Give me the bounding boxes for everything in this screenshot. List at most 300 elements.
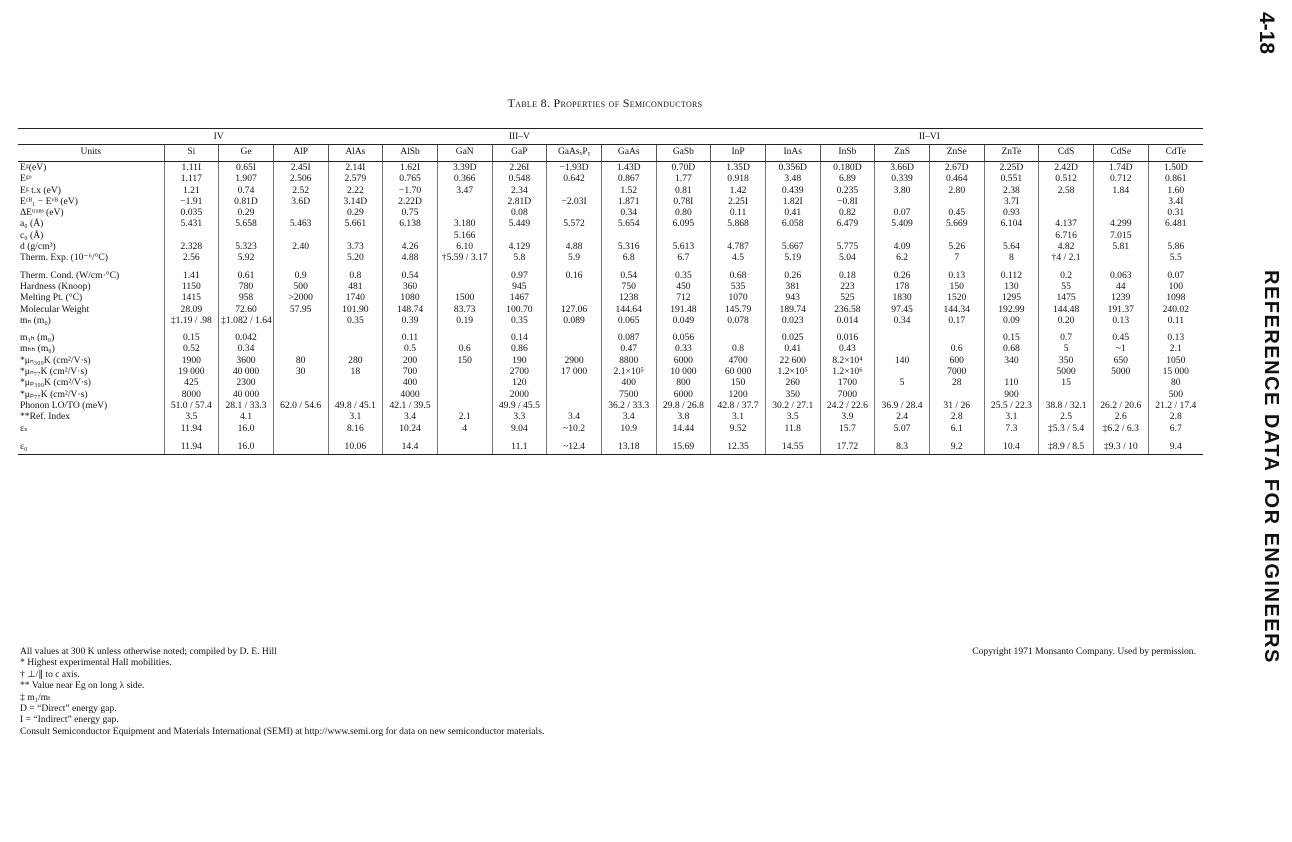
table-cell: >2000 bbox=[273, 292, 328, 303]
table-cell: 11.94 bbox=[164, 423, 219, 434]
row-label: Melting Pt. (°C) bbox=[20, 292, 83, 304]
table-cell: 15 000 bbox=[1148, 366, 1203, 377]
table-cell: 0.45 bbox=[929, 207, 984, 218]
table-cell: 650 bbox=[1093, 355, 1148, 366]
table-cell: 0.016 bbox=[820, 332, 875, 343]
table-cell: 80 bbox=[273, 355, 328, 366]
table-cell: 0.861 bbox=[1148, 173, 1203, 184]
table-cell: 2.45I bbox=[273, 162, 328, 174]
table-cell: 150 bbox=[711, 377, 766, 388]
table-cell: 0.35 bbox=[656, 270, 711, 281]
table-cell: 3.39D bbox=[437, 162, 492, 174]
table-cell: 0.439 bbox=[765, 185, 820, 196]
row-label: m₁ₕ (m₀) bbox=[20, 332, 55, 344]
table-cell: 11.8 bbox=[765, 423, 820, 434]
table-cell: 28 bbox=[929, 377, 984, 388]
row-label: mₙ (m₀) bbox=[20, 314, 51, 326]
table-cell: 4 bbox=[437, 423, 492, 434]
row-label: **Ref. Index bbox=[20, 411, 71, 423]
table-cell: 700 bbox=[383, 366, 438, 377]
table-cell bbox=[437, 332, 492, 343]
table-cell: 0.93 bbox=[984, 207, 1039, 218]
table-cell bbox=[1093, 207, 1148, 218]
table-cell: 0.867 bbox=[601, 173, 656, 184]
table-cell: 3.47 bbox=[437, 185, 492, 196]
table-cell: 0.81D bbox=[219, 196, 274, 207]
table-cell: 1.62I bbox=[383, 162, 438, 174]
table-cell: 1.82I bbox=[765, 196, 820, 207]
table-cell: 1.11I bbox=[164, 162, 219, 174]
table-cell: 0.26 bbox=[875, 270, 930, 281]
group-label: III–V bbox=[273, 128, 765, 145]
table-cell: 0.61 bbox=[219, 270, 274, 281]
table-cell bbox=[273, 423, 328, 434]
table-cell: 2.5 bbox=[1039, 411, 1094, 422]
table-cell: 17.72 bbox=[820, 440, 875, 455]
table-cell: 0.34 bbox=[875, 315, 930, 326]
table-cell: 6000 bbox=[656, 389, 711, 400]
table-cell: 500 bbox=[1148, 389, 1203, 400]
table-cell: 144.48 bbox=[1039, 304, 1094, 315]
table-cell: 36.9 / 28.4 bbox=[875, 400, 930, 411]
table-cell: 191.37 bbox=[1093, 304, 1148, 315]
table-cell: 0.078 bbox=[711, 315, 766, 326]
table-cell bbox=[437, 377, 492, 388]
table-cell: 0.5 bbox=[383, 343, 438, 354]
table-cell bbox=[383, 230, 438, 241]
table-cell bbox=[875, 343, 930, 354]
table-cell: 5.26 bbox=[929, 241, 984, 252]
table-cell: 2.34 bbox=[492, 185, 547, 196]
table-cell: 2.22D bbox=[383, 196, 438, 207]
table-cell: 2.1 bbox=[437, 411, 492, 422]
column-header: ZnTe bbox=[984, 145, 1039, 162]
column-header: InP bbox=[711, 145, 766, 162]
table-cell: 7000 bbox=[929, 366, 984, 377]
group-label: II–VI bbox=[765, 128, 1093, 145]
table-cell: 190 bbox=[492, 355, 547, 366]
table-cell: 5.5 bbox=[1148, 252, 1203, 263]
table-cell: 0.6 bbox=[437, 343, 492, 354]
table-row bbox=[18, 423, 1203, 434]
table-cell: 5 bbox=[1039, 343, 1094, 354]
table-cell: 0.15 bbox=[164, 332, 219, 343]
table-row bbox=[18, 377, 1203, 388]
table-cell: 101.90 bbox=[328, 304, 383, 315]
table-cell: 5.323 bbox=[219, 241, 274, 252]
table-cell: 57.95 bbox=[273, 304, 328, 315]
footnote-line: * Highest experimental Hall mobilities. bbox=[20, 657, 172, 669]
table-cell: 240.02 bbox=[1148, 304, 1203, 315]
table-cell: 144.34 bbox=[929, 304, 984, 315]
table-cell: 0.049 bbox=[656, 315, 711, 326]
table-cell: 1.42 bbox=[711, 185, 766, 196]
table-cell: 25.5 / 22.3 bbox=[984, 400, 1039, 411]
table-cell: 900 bbox=[984, 389, 1039, 400]
table-cell: 280 bbox=[328, 355, 383, 366]
table-cell: 500 bbox=[273, 281, 328, 292]
table-cell bbox=[1093, 377, 1148, 388]
table-cell: 6.89 bbox=[820, 173, 875, 184]
table-cell: 140 bbox=[875, 355, 930, 366]
row-label: Therm. Exp. (10⁻⁶/°C) bbox=[20, 252, 108, 264]
table-cell bbox=[437, 196, 492, 207]
table-cell: 2.40 bbox=[273, 241, 328, 252]
table-cell: 148.74 bbox=[383, 304, 438, 315]
column-header: AlP bbox=[273, 145, 328, 162]
table-cell: 350 bbox=[1039, 355, 1094, 366]
table-cell bbox=[437, 366, 492, 377]
table-cell: 350 bbox=[765, 389, 820, 400]
table-cell: 1.907 bbox=[219, 173, 274, 184]
table-cell: 0.512 bbox=[1039, 173, 1094, 184]
table-cell: 1.77 bbox=[656, 173, 711, 184]
row-label: mₕₕ (m₀) bbox=[20, 343, 55, 355]
table-cell: 5 bbox=[875, 377, 930, 388]
table-cell: 4700 bbox=[711, 355, 766, 366]
table-cell: ‡1.19 / .98 bbox=[164, 315, 219, 326]
table-cell: 400 bbox=[383, 377, 438, 388]
table-cell bbox=[328, 389, 383, 400]
table-cell bbox=[711, 332, 766, 343]
table-cell: 2.52 bbox=[273, 185, 328, 196]
table-cell: 5.572 bbox=[547, 218, 602, 229]
table-cell: −0.8I bbox=[820, 196, 875, 207]
table-cell: 1070 bbox=[711, 292, 766, 303]
row-label: Therm. Cond. (W/cm·°C) bbox=[20, 269, 120, 281]
table-cell bbox=[875, 366, 930, 377]
table-cell: 5.669 bbox=[929, 218, 984, 229]
table-cell: 5.86 bbox=[1148, 241, 1203, 252]
table-cell bbox=[547, 281, 602, 292]
table-cell bbox=[765, 230, 820, 241]
group-header-row bbox=[18, 128, 1203, 145]
table-cell: 8800 bbox=[601, 355, 656, 366]
table-cell: 2.26I bbox=[492, 162, 547, 174]
table-cell bbox=[929, 196, 984, 207]
table-cell: 3.4 bbox=[601, 411, 656, 422]
table-cell: 360 bbox=[383, 281, 438, 292]
properties-table bbox=[18, 128, 1203, 455]
table-cell: 945 bbox=[492, 281, 547, 292]
table-cell: 72.60 bbox=[219, 304, 274, 315]
table-cell: 1.84 bbox=[1093, 185, 1148, 196]
table-cell: 16.0 bbox=[219, 440, 274, 455]
table-cell: 3.6D bbox=[273, 196, 328, 207]
table-cell: 1098 bbox=[1148, 292, 1203, 303]
table-cell: 0.7 bbox=[1039, 332, 1094, 343]
table-cell bbox=[492, 230, 547, 241]
row-label: Molecular Weight bbox=[20, 303, 90, 315]
table-cell: 0.41 bbox=[765, 343, 820, 354]
table-cell: 5.8 bbox=[492, 252, 547, 263]
table-cell: 0.8 bbox=[711, 343, 766, 354]
table-cell: 5000 bbox=[1039, 366, 1094, 377]
table-cell: 712 bbox=[656, 292, 711, 303]
table-cell: 0.35 bbox=[328, 315, 383, 326]
table-cell: 5.868 bbox=[711, 218, 766, 229]
table-cell: 0.54 bbox=[601, 270, 656, 281]
table-cell: 3.180 bbox=[437, 218, 492, 229]
table-cell: 19 000 bbox=[164, 366, 219, 377]
table-cell: 1.41 bbox=[164, 270, 219, 281]
table-cell: 260 bbox=[765, 377, 820, 388]
table-cell bbox=[656, 230, 711, 241]
table-cell: 1700 bbox=[820, 377, 875, 388]
footnote-line: Consult Semiconductor Equipment and Materials International (SEMI) at http://www.semi.org for data on new semiconductor materials. bbox=[20, 725, 545, 737]
table-cell: 0.68 bbox=[711, 270, 766, 281]
table-cell: 40 000 bbox=[219, 366, 274, 377]
table-cell: 18 bbox=[328, 366, 383, 377]
table-cell: 42.8 / 37.7 bbox=[711, 400, 766, 411]
row-label: *μₚ₇₇K (cm²/V·s) bbox=[20, 388, 88, 400]
table-cell bbox=[1039, 196, 1094, 207]
table-cell: 5.613 bbox=[656, 241, 711, 252]
table-cell bbox=[547, 343, 602, 354]
table-cell: 2.56 bbox=[164, 252, 219, 263]
table-cell bbox=[1148, 230, 1203, 241]
column-header: GaAs bbox=[601, 145, 656, 162]
table-cell: 400 bbox=[601, 377, 656, 388]
table-cell: 0.34 bbox=[601, 207, 656, 218]
table-cell: 2.1 bbox=[1148, 343, 1203, 354]
table-cell: 4.299 bbox=[1093, 218, 1148, 229]
table-cell: 535 bbox=[711, 281, 766, 292]
table-cell: 5.81 bbox=[1093, 241, 1148, 252]
table-cell: 3.48 bbox=[765, 173, 820, 184]
column-header: GaSb bbox=[656, 145, 711, 162]
table-cell: 0.642 bbox=[547, 173, 602, 184]
table-cell: 1.117 bbox=[164, 173, 219, 184]
table-cell: 31 / 26 bbox=[929, 400, 984, 411]
table-cell: 1520 bbox=[929, 292, 984, 303]
table-cell: 3600 bbox=[219, 355, 274, 366]
table-cell: ~1 bbox=[1093, 343, 1148, 354]
table-row bbox=[18, 440, 1203, 455]
table-cell: 0.34 bbox=[219, 343, 274, 354]
table-cell: 4.88 bbox=[383, 252, 438, 263]
table-cell: 0.78I bbox=[656, 196, 711, 207]
table-cell: 0.47 bbox=[601, 343, 656, 354]
table-cell bbox=[984, 230, 1039, 241]
table-cell bbox=[437, 207, 492, 218]
table-cell: 5.166 bbox=[437, 230, 492, 241]
table-cell: 6.1 bbox=[929, 423, 984, 434]
table-cell: 3.5 bbox=[164, 411, 219, 422]
column-header: CdSe bbox=[1093, 145, 1148, 162]
table-cell: 6.7 bbox=[1148, 423, 1203, 434]
table-cell: 450 bbox=[656, 281, 711, 292]
table-cell: 10.9 bbox=[601, 423, 656, 434]
table-cell: 189.74 bbox=[765, 304, 820, 315]
table-cell: 2.4 bbox=[875, 411, 930, 422]
table-cell: 0.16 bbox=[547, 270, 602, 281]
table-row bbox=[18, 355, 1203, 366]
table-cell: 0.45 bbox=[1093, 332, 1148, 343]
table-row bbox=[18, 207, 1203, 218]
table-cell bbox=[273, 332, 328, 343]
running-head-title: REFERENCE DATA FOR ENGINEERS bbox=[1260, 270, 1282, 664]
table-cell bbox=[1093, 389, 1148, 400]
table-cell: 51.0 / 57.4 bbox=[164, 400, 219, 411]
table-cell: 958 bbox=[219, 292, 274, 303]
table-cell: 3.3 bbox=[492, 411, 547, 422]
table-cell: 0.13 bbox=[1093, 315, 1148, 326]
table-cell bbox=[1093, 196, 1148, 207]
table-cell: 1475 bbox=[1039, 292, 1094, 303]
table-cell: 4.09 bbox=[875, 241, 930, 252]
table-cell: 3.14D bbox=[328, 196, 383, 207]
column-header: GaN bbox=[437, 145, 492, 162]
column-header: Ge bbox=[219, 145, 274, 162]
table-cell: 1.74D bbox=[1093, 162, 1148, 174]
table-cell: 0.14 bbox=[492, 332, 547, 343]
table-cell: 1200 bbox=[711, 389, 766, 400]
table-cell: †5.59 / 3.17 bbox=[437, 252, 492, 263]
table-row bbox=[18, 252, 1203, 263]
table-cell: 6.104 bbox=[984, 218, 1039, 229]
table-cell: 10.24 bbox=[383, 423, 438, 434]
table-cell: 0.023 bbox=[765, 315, 820, 326]
table-cell bbox=[437, 281, 492, 292]
table-cell: 3.4 bbox=[547, 411, 602, 422]
table-cell: 0.8 bbox=[328, 270, 383, 281]
table-cell: 943 bbox=[765, 292, 820, 303]
table-cell: 0.17 bbox=[929, 315, 984, 326]
row-label: a₀ (Å) bbox=[20, 218, 44, 230]
table-cell: 13.18 bbox=[601, 440, 656, 455]
table-cell: 0.81 bbox=[656, 185, 711, 196]
table-cell: 1.871 bbox=[601, 196, 656, 207]
table-cell: 150 bbox=[929, 281, 984, 292]
table-cell: 144.64 bbox=[601, 304, 656, 315]
table-cell: 10.06 bbox=[328, 440, 383, 455]
table-cell: 1050 bbox=[1148, 355, 1203, 366]
table-cell: 83.73 bbox=[437, 304, 492, 315]
table-cell: 150 bbox=[437, 355, 492, 366]
table-cell bbox=[929, 389, 984, 400]
row-label: Eᵍ t.x (eV) bbox=[20, 184, 61, 196]
table-cell bbox=[273, 440, 328, 455]
table-cell: 0.68 bbox=[984, 343, 1039, 354]
table-cell: 0.19 bbox=[437, 315, 492, 326]
table-cell: 1.35D bbox=[711, 162, 766, 174]
table-cell: 14.4 bbox=[383, 440, 438, 455]
table-cell bbox=[875, 332, 930, 343]
table-cell: 6000 bbox=[656, 355, 711, 366]
table-cell bbox=[437, 440, 492, 455]
table-cell bbox=[164, 230, 219, 241]
table-cell: 60 000 bbox=[711, 366, 766, 377]
table-cell: 3.4I bbox=[1148, 196, 1203, 207]
table-cell: 0.464 bbox=[929, 173, 984, 184]
row-label: Eᶜᴮ₁ − Eᵛᴮ (eV) bbox=[20, 195, 78, 207]
table-cell: 127.06 bbox=[547, 304, 602, 315]
table-cell: 192.99 bbox=[984, 304, 1039, 315]
table-cell bbox=[547, 400, 602, 411]
table-cell: 44 bbox=[1093, 281, 1148, 292]
table-row bbox=[18, 196, 1203, 207]
table-cell: 0.089 bbox=[547, 315, 602, 326]
column-header: GaAsₓPᵧ bbox=[547, 145, 602, 162]
footnote-line: I = “Indirect” energy gap. bbox=[20, 714, 119, 726]
table-cell: 2.1×10⁵ bbox=[601, 366, 656, 377]
table-cell: 800 bbox=[656, 377, 711, 388]
table-cell: 2.25D bbox=[984, 162, 1039, 174]
table-cell: ~12.4 bbox=[547, 440, 602, 455]
table-cell: 15 bbox=[1039, 377, 1094, 388]
table-cell: 1.60 bbox=[1148, 185, 1203, 196]
row-label: c₀ (Å) bbox=[20, 229, 44, 241]
table-cell: 2000 bbox=[492, 389, 547, 400]
table-cell: 750 bbox=[601, 281, 656, 292]
table-cell: 49.9 / 45.5 bbox=[492, 400, 547, 411]
table-cell: ‡8.9 / 8.5 bbox=[1039, 440, 1094, 455]
column-header: GaP bbox=[492, 145, 547, 162]
copyright-notice: Copyright 1971 Monsanto Company. Used by permission. bbox=[972, 646, 1196, 657]
table-cell: 3.73 bbox=[328, 241, 383, 252]
table-cell: 110 bbox=[984, 377, 1039, 388]
table-cell: 9.04 bbox=[492, 423, 547, 434]
table-cell: 9.52 bbox=[711, 423, 766, 434]
column-header: ZnSe bbox=[929, 145, 984, 162]
row-label: *μₙ₃₀₀K (cm²/V·s) bbox=[20, 354, 91, 366]
table-cell: 15.69 bbox=[656, 440, 711, 455]
table-row bbox=[18, 315, 1203, 326]
table-cell: 6.095 bbox=[656, 218, 711, 229]
table-cell: ‡5.3 / 5.4 bbox=[1039, 423, 1094, 434]
table-cell: −2.03I bbox=[547, 196, 602, 207]
table-cell: 0.551 bbox=[984, 173, 1039, 184]
table-cell bbox=[875, 196, 930, 207]
table-cell: 3.1 bbox=[328, 411, 383, 422]
table-cell: 0.26 bbox=[765, 270, 820, 281]
table-cell: −1.91 bbox=[164, 196, 219, 207]
table-cell: 4.137 bbox=[1039, 218, 1094, 229]
table-cell: 5.20 bbox=[328, 252, 383, 263]
table-row bbox=[18, 281, 1203, 292]
table-cell: †4 / 2.1 bbox=[1039, 252, 1094, 263]
table-cell: 2.506 bbox=[273, 173, 328, 184]
table-cell: 130 bbox=[984, 281, 1039, 292]
table-cell: 30 bbox=[273, 366, 328, 377]
column-header: InAs bbox=[765, 145, 820, 162]
table-cell: 1467 bbox=[492, 292, 547, 303]
table-cell bbox=[929, 230, 984, 241]
row-label: Phonon LO/TO (meV) bbox=[20, 399, 108, 411]
table-cell: 36.2 / 33.3 bbox=[601, 400, 656, 411]
table-cell: 0.33 bbox=[656, 343, 711, 354]
table-cell: 0.29 bbox=[328, 207, 383, 218]
table-cell: 5.316 bbox=[601, 241, 656, 252]
table-cell: 12.35 bbox=[711, 440, 766, 455]
table-cell: 1.43D bbox=[601, 162, 656, 174]
table-cell: 100 bbox=[1148, 281, 1203, 292]
table-cell: 3.80 bbox=[875, 185, 930, 196]
table-cell: 2.80 bbox=[929, 185, 984, 196]
table-cell: 5.64 bbox=[984, 241, 1039, 252]
table-cell bbox=[1093, 252, 1148, 263]
table-row bbox=[18, 173, 1203, 184]
table-cell: 145.79 bbox=[711, 304, 766, 315]
table-cell: 0.548 bbox=[492, 173, 547, 184]
row-label: *μₚ₃₀₀K (cm²/V·s) bbox=[20, 377, 91, 389]
page-number: 4-18 bbox=[1255, 12, 1278, 55]
table-cell: −1.93D bbox=[547, 162, 602, 174]
table-cell bbox=[437, 400, 492, 411]
table-cell: 0.014 bbox=[820, 315, 875, 326]
table-cell: 425 bbox=[164, 377, 219, 388]
